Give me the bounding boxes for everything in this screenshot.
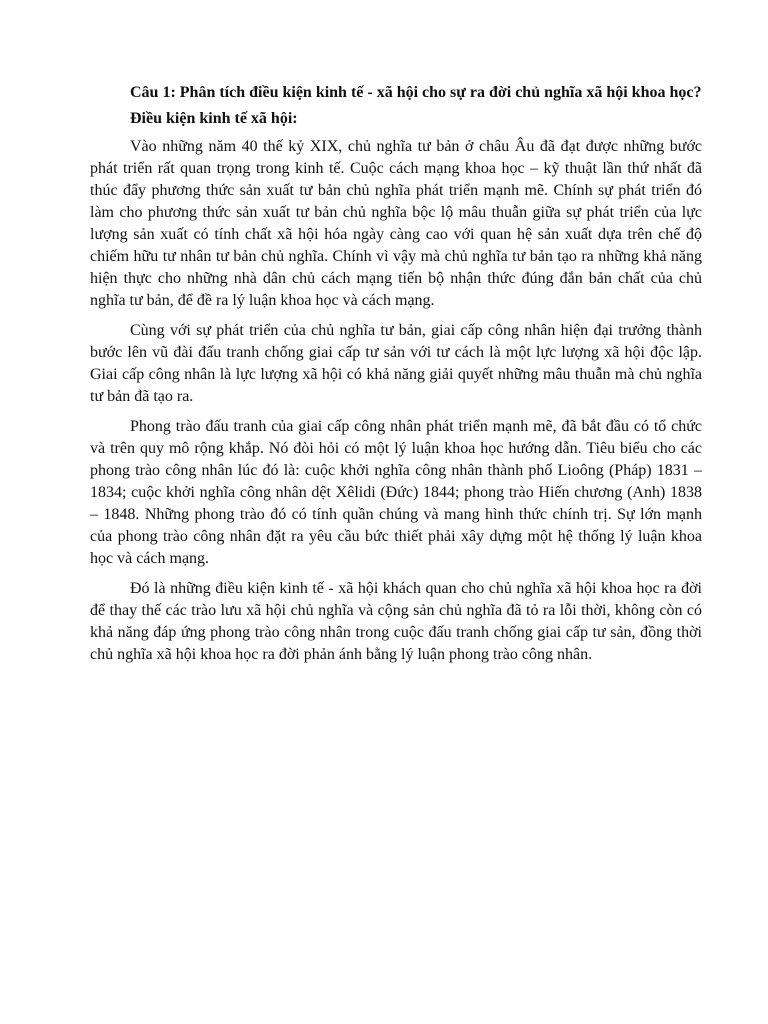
- paragraph: Phong trào đấu tranh của giai cấp công nhân phát triển mạnh mẽ, đã bắt đầu có tổ chức và trên quy mô rộng khắp. Nó đòi hỏi có một lý luận khoa học hướng dẫn. Tiêu biểu cho các phong trào công nhân lúc đó là: cuộc khởi nghĩa công nhân thành phố Lioông (Pháp) 1831 – 1834; cuộc khởi nghĩa công nhân dệt Xêlidi (Đức) 1844; phong trào Hiến chương (Anh) 1838 – 1848. Những phong trào đó có tính quần chúng và mang hình thức chính trị. Sự lớn mạnh của phong trào công nhân đặt ra yêu cầu bức thiết phải xây dựng một hệ thống lý luận khoa học và cách mạng.: [90, 418, 702, 567]
- paragraph: Đó là những điều kiện kinh tế - xã hội khách quan cho chủ nghĩa xã hội khoa học ra đời để thay thế các trào lưu xã hội chủ nghĩa và cộng sản chủ nghĩa đã tỏ ra lỗi thời, không còn có khả năng đáp ứng phong trào công nhân trong cuộc đấu tranh chống giai cấp tư sản, đồng thời chủ nghĩa xã hội khoa học ra đời phản ánh bằng lý luận phong trào công nhân.: [90, 580, 702, 663]
- question-heading: Câu 1: Phân tích điều kiện kinh tế - xã hội cho sự ra đời chủ nghĩa xã hội khoa học?: [130, 84, 702, 101]
- document-page: [90, 82, 702, 674]
- paragraph: Cùng với sự phát triển của chủ nghĩa tư bản, giai cấp công nhân hiện đại trưởng thành bước lên vũ đài đấu tranh chống giai cấp tư sản với tư cách là một lực lượng xã hội độc lập. Giai cấp công nhân là lực lượng xã hội có khả năng giải quyết những mâu thuẫn mà chủ nghĩa tư bản đã tạo ra.: [90, 322, 702, 405]
- paragraph: Vào những năm 40 thế kỷ XIX, chủ nghĩa tư bản ở châu Âu đã đạt được những bước phát triển rất quan trọng trong kinh tế. Cuộc cách mạng khoa học – kỹ thuật lần thứ nhất đã thúc đẩy phương thức sản xuất tư bản chủ nghĩa phát triển mạnh mẽ. Chính sự phát triển đó làm cho phương thức sản xuất tư bản chủ nghĩa bộc lộ mâu thuẫn giữa sự phát triển của lực lượng sản xuất có tính chất xã hội hóa ngày càng cao với quan hệ sản xuất dựa trên chế độ chiếm hữu tư nhân tư bản chủ nghĩa. Chính vì vậy mà chủ nghĩa tư bản tạo ra những khả năng hiện thực cho những nhà dân chủ cách mạng tiến bộ nhận thức đúng đắn bản chất của chủ nghĩa tư bản, để đề ra lý luận khoa học và cách mạng.: [90, 138, 702, 309]
- section-heading: Điều kiện kinh tế xã hội:: [130, 110, 298, 127]
